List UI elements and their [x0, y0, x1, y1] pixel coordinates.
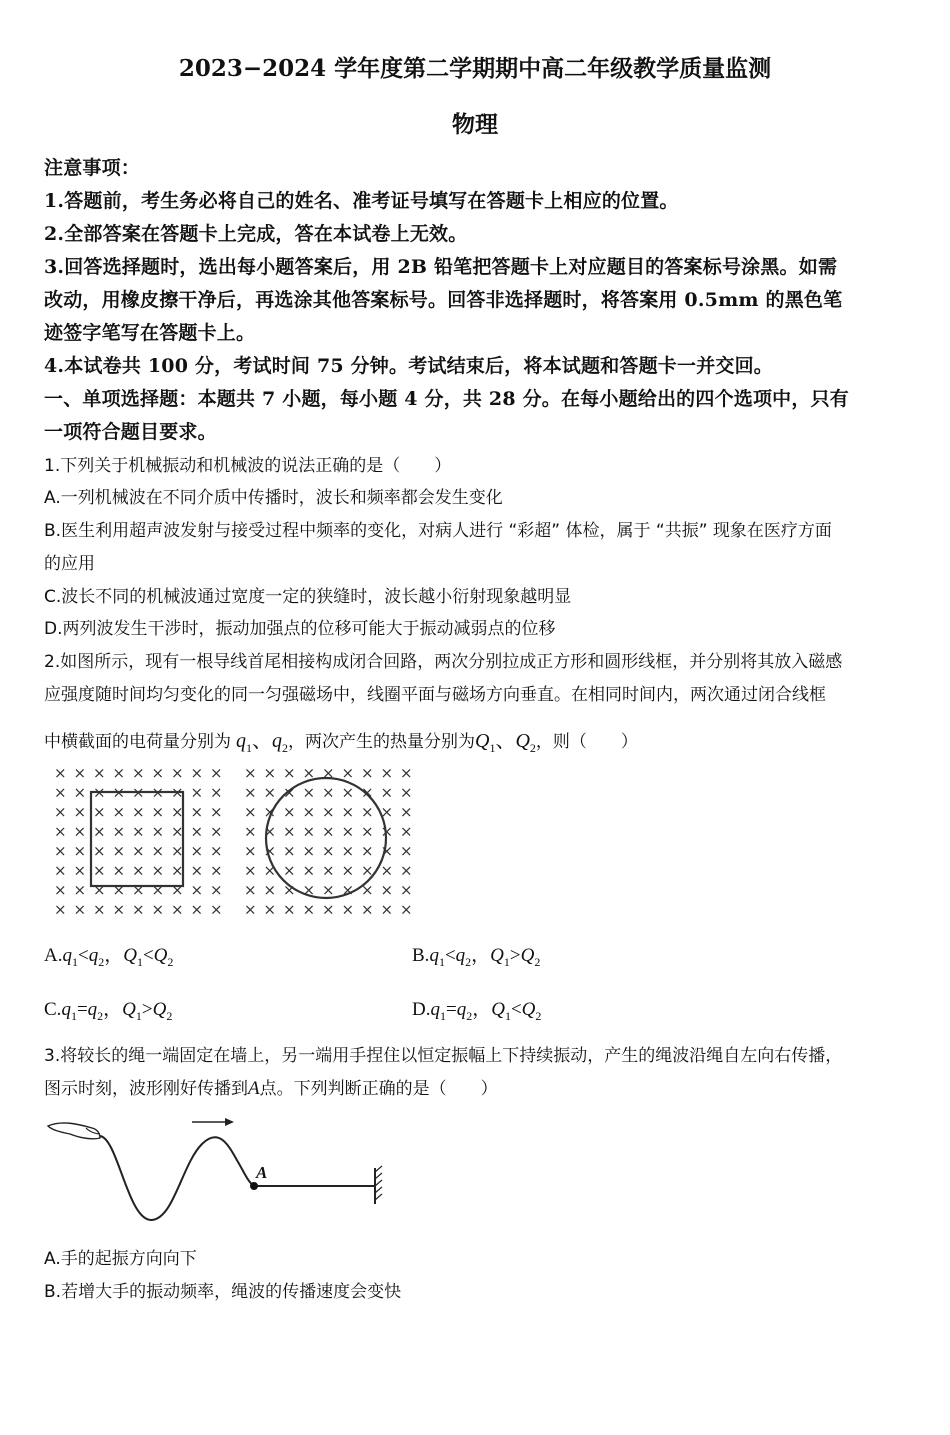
- field-cross-icon: ×: [210, 783, 223, 802]
- notice-heading: 注意事项：: [44, 157, 141, 179]
- field-cross-icon: ×: [190, 881, 204, 899]
- field-cross-icon: ×: [93, 900, 106, 919]
- field-cross-icon: ×: [190, 822, 204, 841]
- field-cross-icon: ×: [132, 842, 145, 860]
- field-cross-icon: ×: [283, 842, 296, 860]
- field-cross-icon: ×: [322, 783, 335, 802]
- q3-stem-line-2: [44, 1074, 498, 1100]
- q1-option-a: A.一列机械波在不同介质中传播时，波长和频率都会发生变化: [44, 488, 503, 508]
- field-cross-icon: ×: [322, 900, 335, 919]
- field-cross-icon: ×: [380, 764, 394, 782]
- field-cross-icon: ×: [151, 881, 165, 899]
- field-cross-icon: ×: [244, 861, 257, 880]
- field-cross-icon: ×: [190, 764, 204, 782]
- field-cross-icon: ×: [400, 803, 413, 821]
- field-cross-icon: ×: [190, 783, 204, 802]
- field-cross-icon: ×: [73, 803, 87, 821]
- field-cross-icon: ×: [171, 783, 184, 802]
- figure-label-a: A: [256, 1163, 268, 1182]
- q1-stem: 1.下列关于机械振动和机械波的说法正确的是（ ）: [44, 456, 452, 476]
- field-cross-icon: ×: [361, 861, 374, 880]
- field-cross-icon: ×: [263, 900, 277, 919]
- field-cross-icon: ×: [341, 803, 355, 821]
- field-cross-icon: ×: [93, 881, 106, 899]
- field-cross-icon: ×: [302, 803, 316, 821]
- notice-item-2: 2.全部答案在答题卡上完成，答在本试卷上无效。: [44, 223, 468, 245]
- field-cross-icon: ×: [244, 803, 257, 821]
- field-cross-icon: ×: [302, 881, 316, 899]
- field-cross-icon: ×: [400, 842, 413, 860]
- q2-option-d-rel2: <: [510, 999, 522, 1020]
- field-cross-icon: ×: [244, 881, 257, 899]
- field-cross-icon: ×: [210, 822, 223, 841]
- field-cross-icon: ×: [244, 842, 257, 860]
- q2-option-b: $B.q_1<q_2$，$Q_1>Q_2$: [412, 945, 541, 969]
- field-cross-icon: ×: [132, 783, 145, 802]
- q2-stem-text-c: ，则（ ）: [535, 732, 638, 752]
- q2-stem-line-2: 应强度随时间均匀变化的同一匀强磁场中，线圈平面与磁场方向垂直。在相同时间内，两次通过闭合线框: [44, 685, 826, 705]
- field-cross-icon: ×: [341, 822, 355, 841]
- field-cross-icon: ×: [190, 842, 204, 860]
- field-cross-icon: ×: [210, 803, 223, 821]
- field-cross-icon: ×: [54, 803, 67, 821]
- field-cross-icon: ×: [361, 900, 374, 919]
- field-cross-icon: ×: [210, 764, 223, 782]
- field-cross-icon: ×: [93, 822, 106, 841]
- field-cross-icon: ×: [244, 822, 257, 841]
- field-cross-icon: ×: [380, 861, 394, 880]
- field-cross-icon: ×: [151, 822, 165, 841]
- field-cross-icon: ×: [361, 881, 374, 899]
- q2-stem-line-1: 2.如图所示，现有一根导线首尾相接构成闭合回路，两次分别拉成正方形和圆形线框，并分别将其放入磁感: [44, 652, 843, 672]
- field-cross-icon: ×: [283, 900, 296, 919]
- field-cross-icon: ×: [151, 900, 165, 919]
- field-cross-icon: ×: [93, 764, 106, 782]
- field-cross-icon: ×: [380, 842, 394, 860]
- notice-item-3-line-3: 迹签字笔写在答题卡上。: [44, 322, 256, 344]
- field-cross-icon: ×: [263, 842, 277, 860]
- field-cross-icon: ×: [263, 783, 277, 802]
- field-cross-icon: ×: [322, 842, 335, 860]
- field-cross-icon: ×: [132, 764, 145, 782]
- field-cross-icon: ×: [244, 764, 257, 782]
- field-cross-icon: ×: [361, 842, 374, 860]
- q2-stem-text-b: ，两次产生的热量分别为: [288, 732, 475, 752]
- q3-stem-text-b: 点。下列判断正确的是（ ）: [259, 1079, 498, 1099]
- q2-charges: $q_1$、$q_2$: [236, 730, 288, 755]
- rope-wave: [100, 1136, 254, 1220]
- field-cross-icon: ×: [283, 764, 296, 782]
- field-cross-icon: ×: [171, 822, 184, 841]
- field-cross-icon: ×: [151, 842, 165, 860]
- field-cross-icon: ×: [210, 900, 223, 919]
- field-cross-icon: ×: [54, 764, 67, 782]
- field-cross-icon: ×: [190, 803, 204, 821]
- field-cross-icon: ×: [302, 764, 316, 782]
- field-cross-icon: ×: [341, 842, 355, 860]
- q2-option-b-label: B.: [412, 945, 430, 966]
- field-cross-icon: ×: [73, 861, 87, 880]
- field-cross-icon: ×: [112, 783, 126, 802]
- point-a-marker: [250, 1182, 258, 1190]
- field-cross-icon: ×: [263, 861, 277, 880]
- field-cross-icon: ×: [73, 783, 87, 802]
- field-cross-icon: ×: [132, 900, 145, 919]
- q2-option-c-rel2: >: [141, 999, 153, 1020]
- field-cross-icon: ×: [112, 822, 126, 841]
- field-cross-icon: ×: [73, 881, 87, 899]
- field-cross-icon: ×: [210, 881, 223, 899]
- q2-option-a-rel1: <: [77, 945, 89, 966]
- field-cross-icon: ×: [93, 803, 106, 821]
- field-cross-icon: ×: [361, 822, 374, 841]
- field-cross-icon: ×: [400, 822, 413, 841]
- q2-option-a: $A.q_1<q_2$，$Q_1<Q_2$: [44, 945, 174, 969]
- field-cross-icon: ×: [302, 783, 316, 802]
- field-cross-icon: ×: [322, 822, 335, 841]
- q3-stem-text-a: 图示时刻，波形刚好传播到: [44, 1079, 248, 1099]
- field-cross-icon: ×: [322, 803, 335, 821]
- field-cross-icon: ×: [302, 822, 316, 841]
- field-cross-icon: ×: [73, 764, 87, 782]
- field-cross-icon: ×: [244, 900, 257, 919]
- field-cross-icon: ×: [341, 764, 355, 782]
- field-cross-icon: ×: [112, 881, 126, 899]
- field-cross-icon: ×: [54, 783, 67, 802]
- field-cross-icon: ×: [322, 764, 335, 782]
- field-cross-icon: ×: [380, 783, 394, 802]
- q1-option-b-line-1: B.医生利用超声波发射与接受过程中频率的变化，对病人进行 “彩超” 体检，属于 “共振” 现象在医疗方面: [44, 521, 832, 541]
- field-cross-icon: ×: [54, 842, 67, 860]
- field-cross-icon: ×: [380, 822, 394, 841]
- q3-option-b: B.若增大手的振动频率，绳波的传播速度会变快: [44, 1282, 402, 1302]
- q1-option-d: D.两列波发生干涉时，振动加强点的位移可能大于振动减弱点的位移: [44, 619, 556, 639]
- field-cross-icon: ×: [322, 881, 335, 899]
- field-cross-icon: ×: [151, 861, 165, 880]
- field-cross-icon: ×: [341, 783, 355, 802]
- field-cross-icon: ×: [380, 803, 394, 821]
- field-cross-icon: ×: [93, 842, 106, 860]
- field-cross-icon: ×: [112, 842, 126, 860]
- q2-option-c-rel1: =: [76, 999, 88, 1020]
- field-cross-icon: ×: [263, 822, 277, 841]
- field-cross-icon: ×: [400, 900, 413, 919]
- q3-point-a: A: [248, 1078, 260, 1099]
- q2-stem-line-3: [44, 724, 638, 756]
- field-cross-icon: ×: [151, 803, 165, 821]
- q2-heats: $Q_1$、$Q_2$: [475, 730, 536, 755]
- q1-option-c: C.波长不同的机械波通过宽度一定的狭缝时，波长越小衍射现象越明显: [44, 587, 572, 607]
- section-heading-line-1: 一、单项选择题：本题共 7 小题，每小题 4 分，共 28 分。在每小题给出的四个选项中，只有: [44, 388, 849, 410]
- q2-option-c-label: C.: [44, 999, 62, 1020]
- field-cross-icon: ×: [54, 881, 67, 899]
- field-cross-icon: ×: [361, 764, 374, 782]
- field-cross-icon: ×: [400, 764, 413, 782]
- field-cross-icon: ×: [151, 783, 165, 802]
- field-cross-icon: ×: [210, 842, 223, 860]
- field-cross-icon: ×: [341, 861, 355, 880]
- square-loop-figure: [50, 762, 230, 922]
- field-cross-icon: ×: [73, 900, 87, 919]
- field-cross-icon: ×: [112, 861, 126, 880]
- notice-item-3-line-1: 3.回答选择题时，选出每小题答案后，用 2B 铅笔把答题卡上对应题目的答案标号涂黑。如需: [44, 256, 838, 278]
- field-cross-icon: ×: [263, 764, 277, 782]
- field-cross-icon: ×: [171, 764, 184, 782]
- field-cross-icon: ×: [341, 881, 355, 899]
- field-cross-icon: ×: [283, 783, 296, 802]
- field-cross-icon: ×: [132, 803, 145, 821]
- arrow-head-icon: [225, 1118, 234, 1126]
- hand-icon: [48, 1123, 100, 1139]
- notice-item-4: 4.本试卷共 100 分，考试时间 75 分钟。考试结束后，将本试题和答题卡一并交回。: [44, 355, 773, 377]
- field-cross-icon: ×: [361, 783, 374, 802]
- field-cross-icon: ×: [263, 881, 277, 899]
- q1-option-b-line-2: 的应用: [44, 554, 95, 574]
- exam-title: 2023−2024 学年度第二学期期中高二年级教学质量监测: [178, 55, 772, 82]
- field-cross-icon: ×: [400, 881, 413, 899]
- field-cross-icon: ×: [302, 900, 316, 919]
- field-cross-icon: ×: [171, 842, 184, 860]
- field-cross-icon: ×: [112, 900, 126, 919]
- field-cross-icon: ×: [171, 881, 184, 899]
- field-cross-icon: ×: [171, 803, 184, 821]
- notice-item-3-line-2: 改动，用橡皮擦干净后，再选涂其他答案标号。回答非选择题时，将答案用 0.5mm 的黑色笔: [44, 289, 843, 311]
- field-cross-icon: ×: [132, 861, 145, 880]
- wall-hatching: [375, 1166, 382, 1200]
- field-cross-icon: ×: [283, 861, 296, 880]
- field-cross-icon: ×: [93, 783, 106, 802]
- circle-loop-figure: [240, 762, 420, 922]
- field-cross-icon: ×: [132, 881, 145, 899]
- q2-option-b-rel2: >: [509, 945, 521, 966]
- field-cross-icon: ×: [380, 900, 394, 919]
- field-cross-icon: ×: [73, 822, 87, 841]
- q3-option-a: A.手的起振方向向下: [44, 1249, 197, 1269]
- q2-option-d-rel1: =: [445, 999, 457, 1020]
- field-cross-icon: ×: [171, 861, 184, 880]
- field-cross-icon: ×: [210, 861, 223, 880]
- q2-option-d-label: D.: [412, 999, 431, 1020]
- rope-wave-figure: [44, 1112, 389, 1227]
- section-heading-line-2: 一项符合题目要求。: [44, 421, 217, 443]
- q2-stem-text-a: 中横截面的电荷量分别为: [44, 732, 231, 752]
- q2-option-c: $C.q_1=q_2$，$Q_1>Q_2$: [44, 999, 173, 1023]
- field-cross-icon: ×: [151, 764, 165, 782]
- field-cross-icon: ×: [190, 861, 204, 880]
- field-cross-icon: ×: [283, 881, 296, 899]
- field-cross-icon: ×: [132, 822, 145, 841]
- subject-title: 物理: [452, 111, 498, 138]
- q2-option-a-label: A.: [44, 945, 63, 966]
- field-cross-icon: ×: [302, 842, 316, 860]
- field-cross-icon: ×: [302, 861, 316, 880]
- notice-item-1: 1.答题前，考生务必将自己的姓名、准考证号填写在答题卡上相应的位置。: [44, 190, 679, 212]
- field-cross-icon: ×: [54, 822, 67, 841]
- q2-option-b-rel1: <: [444, 945, 456, 966]
- field-cross-icon: ×: [322, 861, 335, 880]
- field-cross-icon: ×: [400, 861, 413, 880]
- field-cross-icon: ×: [244, 783, 257, 802]
- field-cross-icon: ×: [283, 822, 296, 841]
- field-cross-icon: ×: [361, 803, 374, 821]
- field-cross-icon: ×: [171, 900, 184, 919]
- field-cross-icon: ×: [112, 764, 126, 782]
- field-cross-icon: ×: [263, 803, 277, 821]
- q2-option-a-rel2: <: [142, 945, 154, 966]
- field-cross-icon: ×: [73, 842, 87, 860]
- field-cross-icon: ×: [54, 900, 67, 919]
- field-cross-icon: ×: [400, 783, 413, 802]
- field-cross-icon: ×: [380, 881, 394, 899]
- field-cross-icon: ×: [190, 900, 204, 919]
- field-cross-icon: ×: [54, 861, 67, 880]
- q2-option-d: $D.q_1=q_2$，$Q_1<Q_2$: [412, 999, 542, 1023]
- field-cross-icon: ×: [341, 900, 355, 919]
- field-cross-icon: ×: [283, 803, 296, 821]
- q3-stem-line-1: 3.将较长的绳一端固定在墙上，另一端用手捏住以恒定振幅上下持续振动，产生的绳波沿绳自左向右传播，: [44, 1046, 843, 1066]
- field-cross-icon: ×: [93, 861, 106, 880]
- field-cross-icon: ×: [112, 803, 126, 821]
